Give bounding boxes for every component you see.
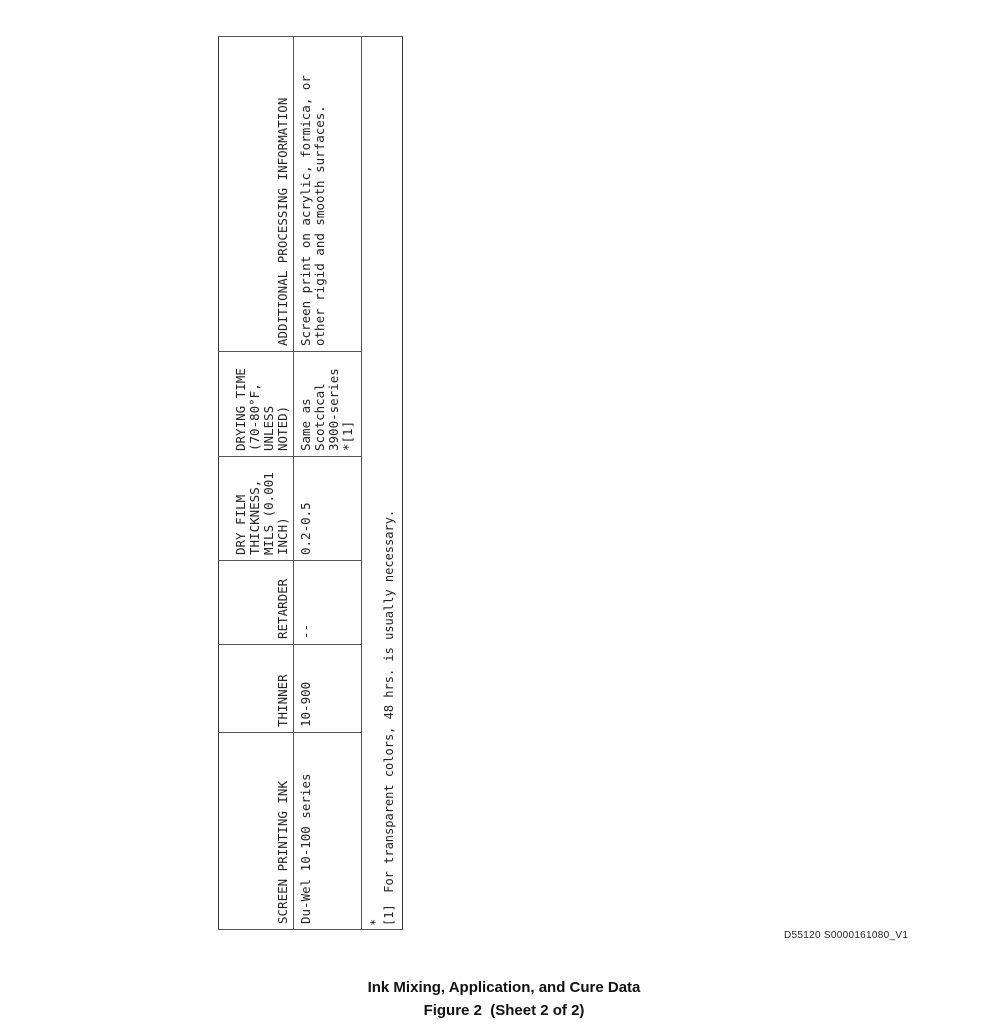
cell-ink: Du-Wel 10-100 series [294,733,362,930]
footnote-label: *[1] [368,904,396,926]
header-screen-printing-ink: SCREEN PRINTING INK [219,733,294,930]
table-row [294,37,362,930]
cell-thinner: 10-900 [294,645,362,733]
header-dry-film-thickness: DRY FILM THICKNESS, MILS (0.001 INCH) [219,457,294,561]
cell-drying-time: Same as Scotchcal 3900-series *[1] [294,352,362,457]
figure-title: Ink Mixing, Application, and Cure Data [367,979,641,996]
ink-data-table [218,36,403,930]
table-footnote-row [362,37,403,930]
header-thinner: THINNER [219,645,294,733]
cell-dry-film-thickness: 0.2-0.5 [294,457,362,561]
footnote-cell [362,37,403,930]
rotated-table-wrapper [218,37,443,930]
footnote-text: For transparent colors, 48 hrs. is usually necessary. [382,509,396,893]
header-drying-time: DRYING TIME (70-80°F, UNLESS NOTED) [219,352,294,457]
figure-number: Figure 2 (Sheet 2 of 2) [423,1002,585,1019]
cell-additional-processing: Screen print on acrylic, formica, or other rigid and smooth surfaces. [294,37,362,352]
header-additional-processing: ADDITIONAL PROCESSING INFORMATION [219,37,294,352]
drawing-code: D55120 S0000161080_V1 [784,930,909,941]
table-header-row [219,37,294,930]
header-retarder: RETARDER [219,561,294,645]
cell-retarder: -- [294,561,362,645]
